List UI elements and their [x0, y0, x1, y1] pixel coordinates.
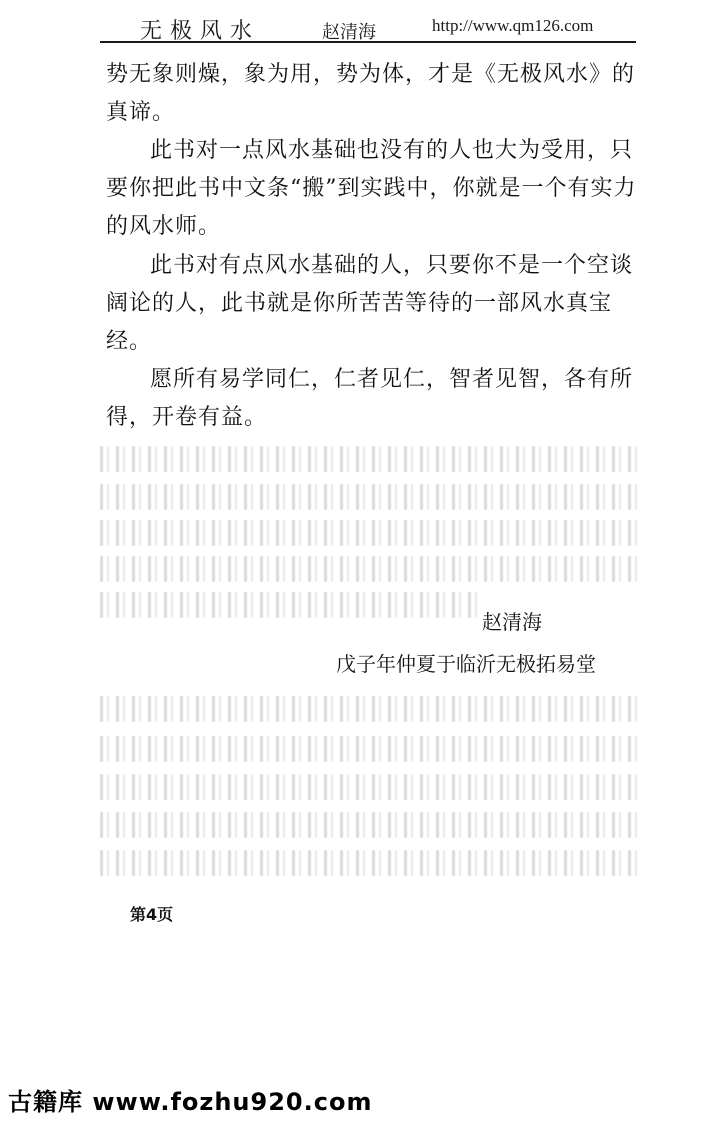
header-author: 赵清海 — [322, 22, 376, 43]
bleed-through-line — [100, 696, 640, 722]
footer-watermark: 古籍库 www.fozhu920.com — [8, 1088, 373, 1116]
bleed-through-line — [100, 446, 640, 472]
paragraph-3: 此书对有点风水基础的人，只要你不是一个空谈阔论的人，此书就是你所苦苦等待的一部风水真宝经。 — [106, 253, 634, 354]
running-header — [100, 8, 640, 44]
bleed-through-line — [100, 736, 640, 762]
header-divider — [100, 41, 636, 43]
paragraph-1: 势无象则燥，象为用，势为体，才是《无极风水》的真谛。 — [106, 62, 636, 125]
header-url: http://www.qm126.com — [432, 16, 594, 35]
bleed-through-line — [100, 812, 640, 838]
bleed-through-line — [100, 592, 480, 618]
paragraph-2: 此书对一点风水基础也没有的人也大为受用，只要你把此书中文条“搬”到实践中，你就是一个有实力的风水师。 — [106, 138, 637, 239]
bleed-through-line — [100, 520, 640, 546]
dateline: 戊子年仲夏于临沂无极拓易堂 — [336, 652, 596, 676]
bleed-through-line — [100, 484, 640, 510]
bleed-through-line — [100, 556, 640, 582]
header-book-title: 无极风水 — [140, 19, 261, 44]
page-number: 第4页 — [130, 905, 174, 924]
author-signature: 赵清海 — [482, 610, 542, 634]
paragraph-4: 愿所有易学同仁，仁者见仁，智者见智，各有所得，开卷有益。 — [106, 367, 634, 430]
bleed-through-line — [100, 774, 640, 800]
bleed-through-line — [100, 850, 640, 876]
